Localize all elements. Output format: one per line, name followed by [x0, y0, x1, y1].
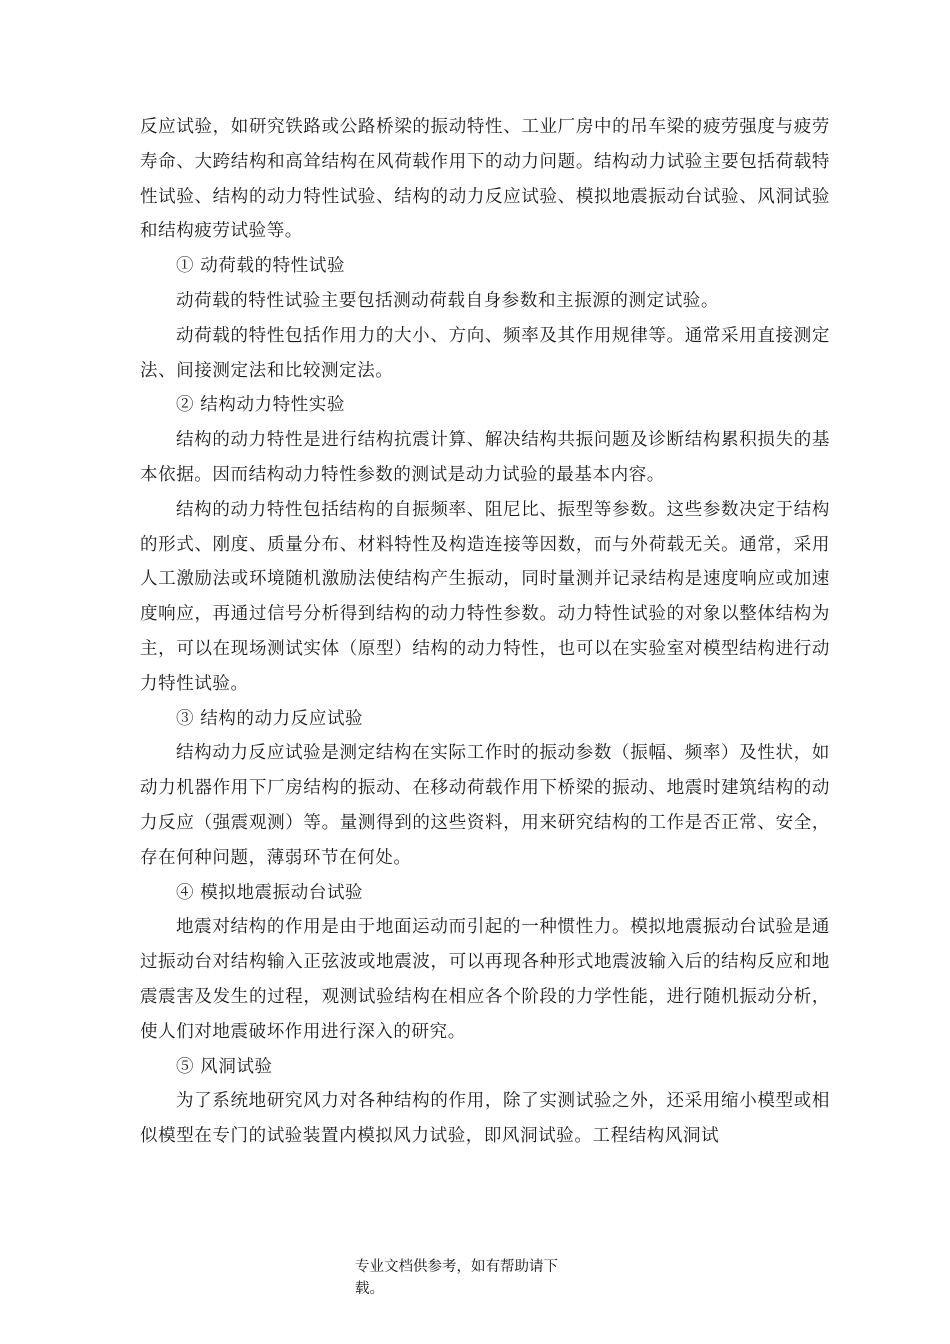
- page-footer: [355, 1256, 595, 1300]
- document-body: [140, 110, 830, 1154]
- footer-line: 载。: [355, 1281, 384, 1297]
- paragraph: 动荷载的特性试验主要包括测动荷载自身参数和主振源的测定试验。: [176, 290, 719, 311]
- section-heading: ① 动荷载的特性试验: [176, 256, 346, 277]
- section-heading: ④ 模拟地震振动台试验: [176, 882, 364, 903]
- paragraph: 结构的动力特性是进行结构抗震计算、解决结构共振问题及诊断结构累积损失的基本依据。因而结构动力特性参数的测试是动力试验的最基本内容。: [140, 430, 830, 485]
- paragraph: 结构动力反应试验是测定结构在实际工作时的振动参数（振幅、频率）及性状，如动力机器作用下厂房结构的振动、在移动荷载作用下桥梁的振动、地震时建筑结构的动力反应（强震观测）等。量测得到的这些资料，用来研究结构的工作是否正常、安全，存在何种问题，薄弱环节在何处。: [140, 743, 830, 868]
- footer-line: 专业文档供参考，如有帮助请下: [355, 1259, 558, 1275]
- paragraph: 反应试验，如研究铁路或公路桥梁的振动特性、工业厂房中的吊车梁的疲劳强度与疲劳寿命、大跨结构和高耸结构在风荷载作用下的动力问题。结构动力试验主要包括荷载特性试验、结构的动力特性试验、结构的动力反应试验、模拟地震振动台试验、风洞试验和结构疲劳试验等。: [140, 117, 830, 242]
- section-heading: ⑤ 风洞试验: [176, 1056, 273, 1077]
- paragraph: 结构的动力特性包括结构的自振频率、阻尼比、振型等参数。这些参数决定于结构的形式、刚度、质量分布、材料特性及构造连接等因数，而与外荷载无关。通常，采用人工激励法或环境随机激励法使结构产生振动，同时量测并记录结构是速度响应或加速度响应，再通过信号分析得到结构的动力特性参数。动力特性试验的对象以整体结构为主，可以在现场测试实体（原型）结构的动力特性，也可以在实验室对模型结构进行动力特性试验。: [140, 499, 830, 694]
- section-heading: ③ 结构的动力反应试验: [176, 708, 364, 729]
- paragraph: 地震对结构的作用是由于地面运动而引起的一种惯性力。模拟地震振动台试验是通过振动台对结构输入正弦波或地震波，可以再现各种形式地震波输入后的结构反应和地震震害及发生的过程，观测试验结构在相应各个阶段的力学性能，进行随机振动分析，使人们对地震破坏作用进行深入的研究。: [140, 917, 830, 1042]
- paragraph: 为了系统地研究风力对各种结构的作用，除了实测试验之外，还采用缩小模型或相似模型在专门的试验装置内模拟风力试验，即风洞试验。工程结构风洞试: [140, 1091, 830, 1147]
- paragraph: 动荷载的特性包括作用力的大小、方向、频率及其作用规律等。通常采用直接测定法、间接测定法和比较测定法。: [140, 325, 830, 381]
- section-heading: ② 结构动力特性实验: [176, 395, 346, 416]
